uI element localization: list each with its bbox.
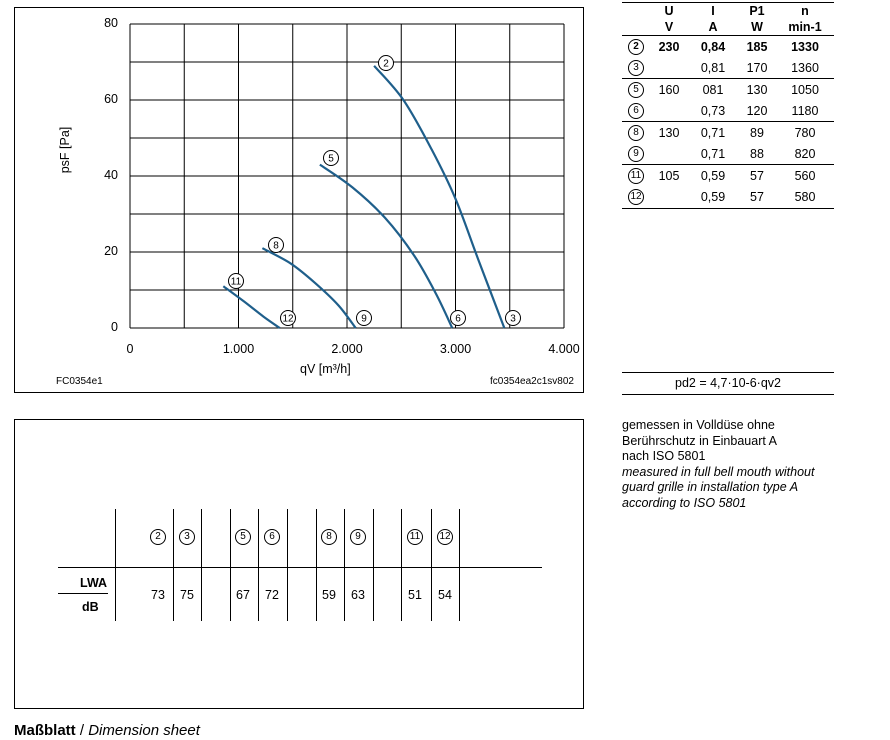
- performance-row: [622, 143, 834, 165]
- performance-cell: 160: [650, 79, 688, 101]
- chart-code-left: FC0354e1: [56, 376, 103, 387]
- sound-column-divider: [230, 509, 231, 621]
- curve-label-start-8-text: 8: [273, 240, 279, 252]
- sound-column-divider: [344, 509, 345, 621]
- unit-p: W: [738, 18, 776, 36]
- performance-cell: [650, 57, 688, 79]
- performance-cell: 89: [738, 122, 776, 144]
- x-tick-label: 1.000: [222, 342, 255, 356]
- operating-point-badge: 9: [628, 146, 644, 162]
- sound-column-divider: [258, 509, 259, 621]
- performance-chart: [0, 0, 600, 400]
- performance-cell: 0,73: [700, 103, 726, 118]
- y-tick-label: 60: [104, 92, 118, 106]
- header-p: P1: [738, 3, 776, 19]
- performance-cell: 820: [794, 146, 816, 161]
- curve-label-start-5-text: 5: [328, 153, 334, 165]
- sound-level-value: 67: [236, 588, 250, 602]
- db-label: dB: [82, 600, 99, 614]
- performance-cell: 88: [750, 146, 764, 161]
- lwa-label: [80, 576, 107, 590]
- performance-cell: 0,59: [688, 165, 738, 187]
- performance-row: [622, 57, 834, 79]
- sound-level-value: 72: [265, 588, 279, 602]
- note-en-3: according to ISO 5801: [622, 495, 747, 510]
- performance-cell: 57: [738, 165, 776, 187]
- performance-cell: [650, 186, 688, 207]
- sound-point-badge: 5: [235, 529, 251, 545]
- performance-cell: 0,84: [700, 39, 726, 54]
- performance-cell: 1050: [776, 79, 834, 101]
- operating-point: [622, 57, 650, 79]
- sound-level-value: 75: [180, 588, 194, 602]
- performance-cell: 185: [746, 39, 768, 54]
- operating-point: [622, 122, 650, 144]
- note-de-3: nach ISO 5801: [622, 449, 706, 463]
- curve-label-start-2: [379, 56, 394, 71]
- sound-point-badge: 12: [437, 529, 453, 545]
- page-footer: [14, 722, 200, 739]
- unit-n: min-1: [776, 18, 834, 36]
- chart-grid: [130, 24, 564, 328]
- lwa-label-text: LWA: [80, 576, 108, 590]
- operating-point-badge: 12: [628, 189, 644, 205]
- note-en-2: guard grille in installation type A: [622, 480, 799, 494]
- footer-bold: Maßblatt: [14, 722, 76, 739]
- operating-point: [622, 100, 650, 122]
- sound-point-badge: 6: [264, 529, 280, 545]
- x-tick-label: 0: [126, 342, 134, 356]
- operating-point: [622, 165, 650, 187]
- performance-table-body: [622, 36, 834, 208]
- formula: pd2 = 4,7·10-6·qv2: [675, 376, 781, 390]
- sound-column-divider: [316, 509, 317, 621]
- curve-label-start-11: [229, 274, 244, 289]
- operating-point: [622, 186, 650, 207]
- sound-point-badge: 2: [150, 529, 166, 545]
- operating-point-badge: 3: [628, 60, 644, 76]
- curve-label-end-6-text: 6: [455, 313, 461, 325]
- performance-table-units: [622, 18, 834, 36]
- y-tick-label: 0: [111, 320, 118, 334]
- sound-point-badge: 3: [179, 529, 195, 545]
- sound-column-divider: [401, 509, 402, 621]
- x-tick-label: 2.000: [331, 342, 363, 356]
- unit-u: V: [650, 18, 688, 36]
- sound-table-frame: [14, 419, 584, 709]
- sound-table-hrule: [58, 567, 542, 568]
- performance-table-header: [622, 3, 834, 19]
- performance-cell: 0,59: [700, 189, 726, 204]
- operating-point-badge: 5: [628, 82, 644, 98]
- performance-cell: 0,81: [700, 60, 726, 75]
- performance-cell: 1180: [791, 103, 819, 118]
- curve-label-start-5: [324, 151, 339, 166]
- y-tick-label: 80: [104, 16, 118, 30]
- sound-column-divider: [201, 509, 202, 621]
- performance-cell: 130: [650, 122, 688, 144]
- operating-point: [622, 79, 650, 101]
- unit-i: A: [688, 18, 738, 36]
- operating-point: [622, 36, 650, 58]
- chart-code-right: fc0354ea2c1sv802: [490, 376, 574, 387]
- curve-8: [262, 248, 355, 328]
- performance-cell: 230: [658, 39, 680, 54]
- performance-table-bottom-rule: [622, 208, 834, 209]
- curve-label-end-3: [506, 311, 521, 326]
- measurement-notes: [622, 418, 814, 511]
- operating-point-badge: 6: [628, 103, 644, 119]
- curve-label-end-9: [357, 311, 372, 326]
- performance-cell: 57: [750, 189, 764, 204]
- performance-table: [622, 2, 834, 207]
- sound-column-divider: [431, 509, 432, 621]
- performance-row: [622, 79, 834, 101]
- sound-level-value: 63: [351, 588, 365, 602]
- note-de-1: gemessen in Volldüse ohne: [622, 418, 775, 432]
- sound-label-divider: [58, 593, 108, 594]
- curve-11: [223, 286, 279, 328]
- performance-cell: 130: [738, 79, 776, 101]
- performance-row: [622, 36, 834, 58]
- chart-series: [223, 66, 504, 328]
- performance-cell: 580: [794, 189, 816, 204]
- sound-level-value: 54: [438, 588, 452, 602]
- performance-cell: 081: [688, 79, 738, 101]
- operating-point-badge: 11: [628, 168, 644, 184]
- operating-point-badge: 2: [628, 39, 644, 55]
- operating-point: [622, 143, 650, 165]
- note-en-1: measured in full bell mouth without: [622, 464, 815, 479]
- performance-cell: 560: [776, 165, 834, 187]
- x-tick-label: 3.000: [439, 342, 472, 356]
- performance-row: [622, 186, 834, 207]
- curve-label-end-3-text: 3: [510, 313, 516, 325]
- operating-point-badge: 8: [628, 125, 644, 141]
- sound-column-divider: [115, 509, 116, 621]
- performance-cell: 105: [650, 165, 688, 187]
- performance-cell: 0,71: [688, 122, 738, 144]
- performance-row: [622, 165, 834, 187]
- curve-label-end-6: [451, 311, 466, 326]
- performance-cell: 1330: [791, 39, 819, 54]
- performance-cell: 1360: [791, 60, 819, 75]
- performance-cell: 780: [776, 122, 834, 144]
- formula-bottom-rule: [622, 394, 834, 395]
- performance-cell: [650, 100, 688, 122]
- header-i: I: [688, 3, 738, 19]
- curve-label-end-12-text: 12: [282, 313, 294, 325]
- curve-2: [374, 66, 504, 328]
- curve-label-start-8: [269, 238, 284, 253]
- performance-row: [622, 122, 834, 144]
- sound-column-divider: [373, 509, 374, 621]
- footer-italic: Dimension sheet: [88, 722, 200, 739]
- sound-column-divider: [173, 509, 174, 621]
- y-axis-title-text: psF [Pa]: [58, 126, 72, 174]
- sound-column-divider: [287, 509, 288, 621]
- curve-label-end-9-text: 9: [361, 313, 367, 325]
- note-de-2: Berührschutz in Einbauart A: [622, 433, 777, 448]
- performance-cell: 0,71: [700, 146, 726, 161]
- x-tick-label: 4.000: [548, 342, 580, 356]
- performance-cell: [650, 143, 688, 165]
- performance-cell: 120: [746, 103, 768, 118]
- sound-level-value: 73: [151, 588, 165, 602]
- y-tick-label: 20: [104, 244, 118, 258]
- curve-label-start-2-text: 2: [383, 58, 389, 70]
- sound-level-value: 59: [322, 588, 336, 602]
- curve-5: [320, 165, 452, 328]
- sound-column-divider: [459, 509, 460, 621]
- x-axis-title-text: qV [m³/h]: [300, 362, 351, 376]
- performance-cell: 170: [746, 60, 768, 75]
- curve-label-end-12: [281, 311, 296, 326]
- sound-level-value: 51: [408, 588, 422, 602]
- formula-top-rule: [622, 372, 834, 373]
- sound-point-badge: 11: [407, 529, 423, 545]
- footer-sep: /: [75, 722, 89, 739]
- sound-point-badge: 9: [350, 529, 366, 545]
- y-axis-title: [58, 110, 72, 190]
- performance-row: [622, 100, 834, 122]
- sound-point-badge: 8: [321, 529, 337, 545]
- header-u: U: [650, 3, 688, 19]
- x-axis-title: [300, 362, 351, 376]
- y-tick-label: 40: [104, 168, 118, 182]
- curve-label-start-11-text: 11: [230, 276, 242, 288]
- chart-labels: [229, 56, 521, 326]
- header-n: n: [776, 3, 834, 19]
